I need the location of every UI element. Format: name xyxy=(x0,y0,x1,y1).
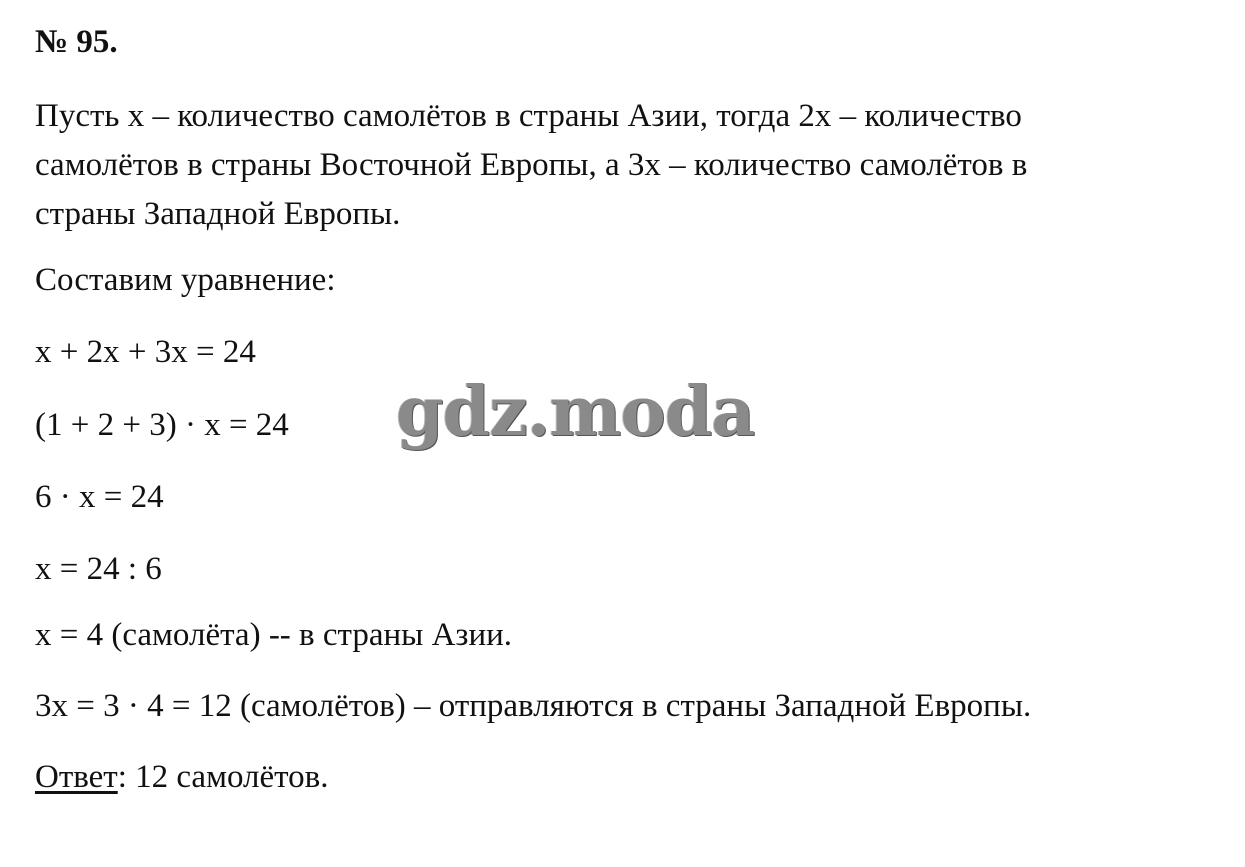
equation-step: 3x = 3 · 4 = 12 (самолётов) – отправляются в страны Западной Европы. xyxy=(35,688,1032,724)
intro-line: самолётов в страны Восточной Европы, а 3x – количество самолётов в xyxy=(35,147,1028,183)
equation-step: (1 + 2 + 3) · x = 24 xyxy=(35,407,289,443)
compose-label: Составим уравнение: xyxy=(35,262,336,298)
answer-label: Ответ xyxy=(35,759,118,795)
equation-step: 6 · x = 24 xyxy=(35,479,164,515)
problem-number: № 95. xyxy=(35,24,118,60)
answer-line xyxy=(35,757,328,797)
watermark: gdz.moda xyxy=(396,372,755,452)
equation-step: x = 24 : 6 xyxy=(35,551,162,587)
intro-line: страны Западной Европы. xyxy=(35,196,401,232)
answer-text: : 12 самолётов. xyxy=(117,759,329,795)
intro-paragraph xyxy=(35,92,1185,239)
equation-step: x + 2x + 3x = 24 xyxy=(35,334,256,370)
equation-step: x = 4 (самолёта) -- в страны Азии. xyxy=(35,617,513,653)
intro-line: Пусть x – количество самолётов в страны Азии, тогда 2x – количество xyxy=(35,98,1022,134)
